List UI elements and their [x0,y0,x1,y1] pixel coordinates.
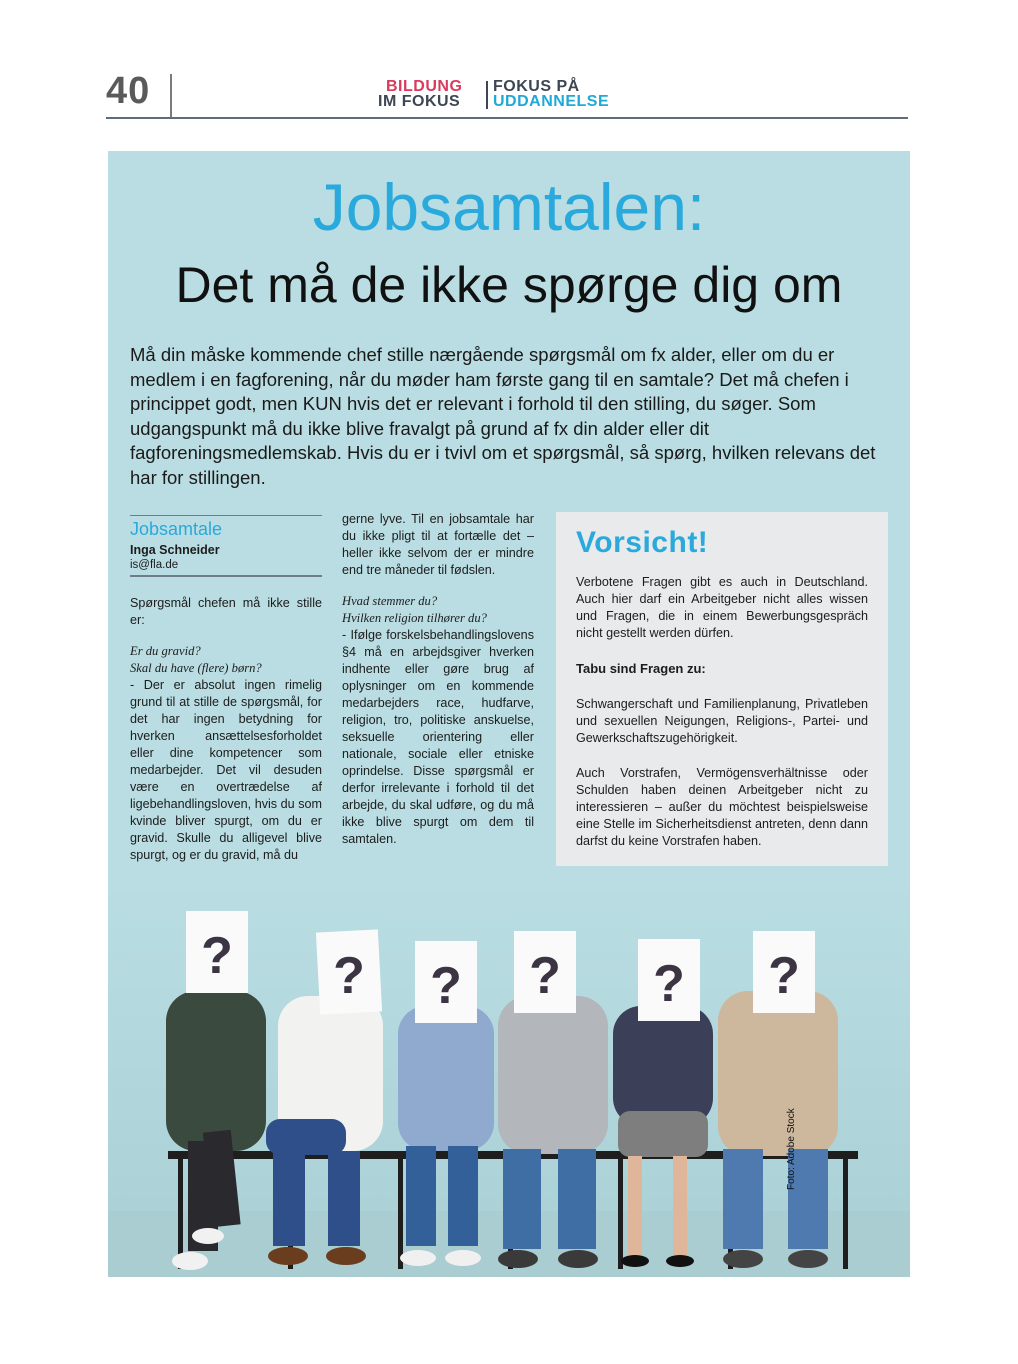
column-2-body [342,511,534,848]
column-1-body [130,595,322,864]
question-sign-6: ? [768,947,800,1005]
logo-bildung: BILDUNG [386,78,463,95]
question-pregnant: Er du gravid? [130,643,201,658]
photo-credit: Foto: Adobe Stock [786,1108,797,1190]
question-sign-4: ? [529,947,561,1005]
logo-fokus-paa: FOKUS PÅ [493,78,580,95]
question-sign-3: ? [430,957,462,1015]
byline-section: Jobsamtale [130,519,223,539]
info-box-paragraph-2: Schwangerschaft und Familienplanung, Privatleben und sexuellen Neigungen, Religions-, Partei- und Gewerkschaftszugehörigkeit. [576,696,868,745]
text-column-2 [342,511,534,862]
question-sign-5: ? [653,955,685,1013]
info-box-heading: Vorsicht! [576,526,709,559]
info-box-vorsicht [556,512,888,866]
question-children: Skal du have (flere) børn? [130,660,262,675]
article-subtitle: Det må de ikke spørge dig om [175,257,843,313]
question-sign-1: ? [201,927,233,985]
answer-1: - Der er absolut ingen rimelig grund til at stille de spørgsmål, for det har ingen betydning for hverken ansættelsesforholdet eller dine kompetencer som medarbejder. Det vil desuden være en overtrædelse af ligebehandlingsloven, hvis du som kvinde bliver spurgt, om du er gravid. Skulle du alligevel blive spurgt, og er du gravid, må du [130,677,322,862]
column-1-intro: Spørgsmål chefen må ikke stille er: [130,595,322,627]
answer-2: - Ifølge forskelsbehandlingslovens §4 må en arbejdsgiver hverken indhente eller gøre brug af oplysninger om en kommende medarbejders race, hudfarve, religion, tro, politiske anskuelse, seksuelle orientering eller nationale, sociale eller etniske oprindelse. Disse spørgsmål er derfor irrelevante i forhold til det arbejde, du skal udføre, og du må ikke blive spurgt om dem til samtalen. [342,628,534,846]
question-vote: Hvad stemmer du? [342,594,438,608]
article-title: Jobsamtalen: [312,170,706,244]
logo-im-fokus: IM FOKUS [378,93,461,110]
page-number-divider [170,74,172,118]
answer-1-continued: gerne lyve. Til en jobsamtale har du ikke pligt til at fortælle det – heller ikke selvom der er mindre end tre måneder til fødslen. [342,512,534,577]
info-box-paragraph-3: Auch Vorstrafen, Vermögensverhältnisse oder Schulden haben deinen Arbeitgeber nicht zu interessieren – außer du möchtest beispielsweise eine Stelle im Sicherheitsdienst antreten, denn dann darfst du keine Vorstrafen haben. [576,765,868,848]
byline [130,515,322,577]
question-sign-2: ? [333,947,365,1005]
text-column-1 [130,515,322,864]
logo-uddannelse: UDDANNELSE [493,93,610,110]
byline-author: Inga Schneider [130,542,220,557]
info-box-paragraph-1: Verbotene Fragen gibt es auch in Deutschland. Auch hier darf ein Arbeitgeber nicht alles wissen und Fragen, die in einem Bewerbungsgespräch nicht gestellt werden dürfen. [576,575,868,640]
photo-people-with-question-signs [108,881,910,1277]
magazine-logo [378,79,658,115]
question-religion: Hvilken religion tilhører du? [342,611,487,625]
page-number: 40 [106,70,151,112]
logo-divider [486,81,488,109]
header-rule [106,117,908,119]
byline-email[interactable]: is@fla.de [130,558,179,571]
info-box-tabu-heading: Tabu sind Fragen zu: [576,661,706,676]
article-lead: Må din måske kommende chef stille nærgående spørgsmål om fx alder, eller om du er medlem i en fagforening, når du møder ham første gang til en samtale? Det må chefen i princippet godt, men KUN hvis det er relevant i forhold til den stilling, du søger. Som udgangspunkt må du ikke blive fravalgt på grund af fx din alder eller dit fagforeningsmedlemskab. Hvis du er i tvivl om et spørgsmål, så spørg, hvilken relevans det har for stillingen. [130,344,876,488]
